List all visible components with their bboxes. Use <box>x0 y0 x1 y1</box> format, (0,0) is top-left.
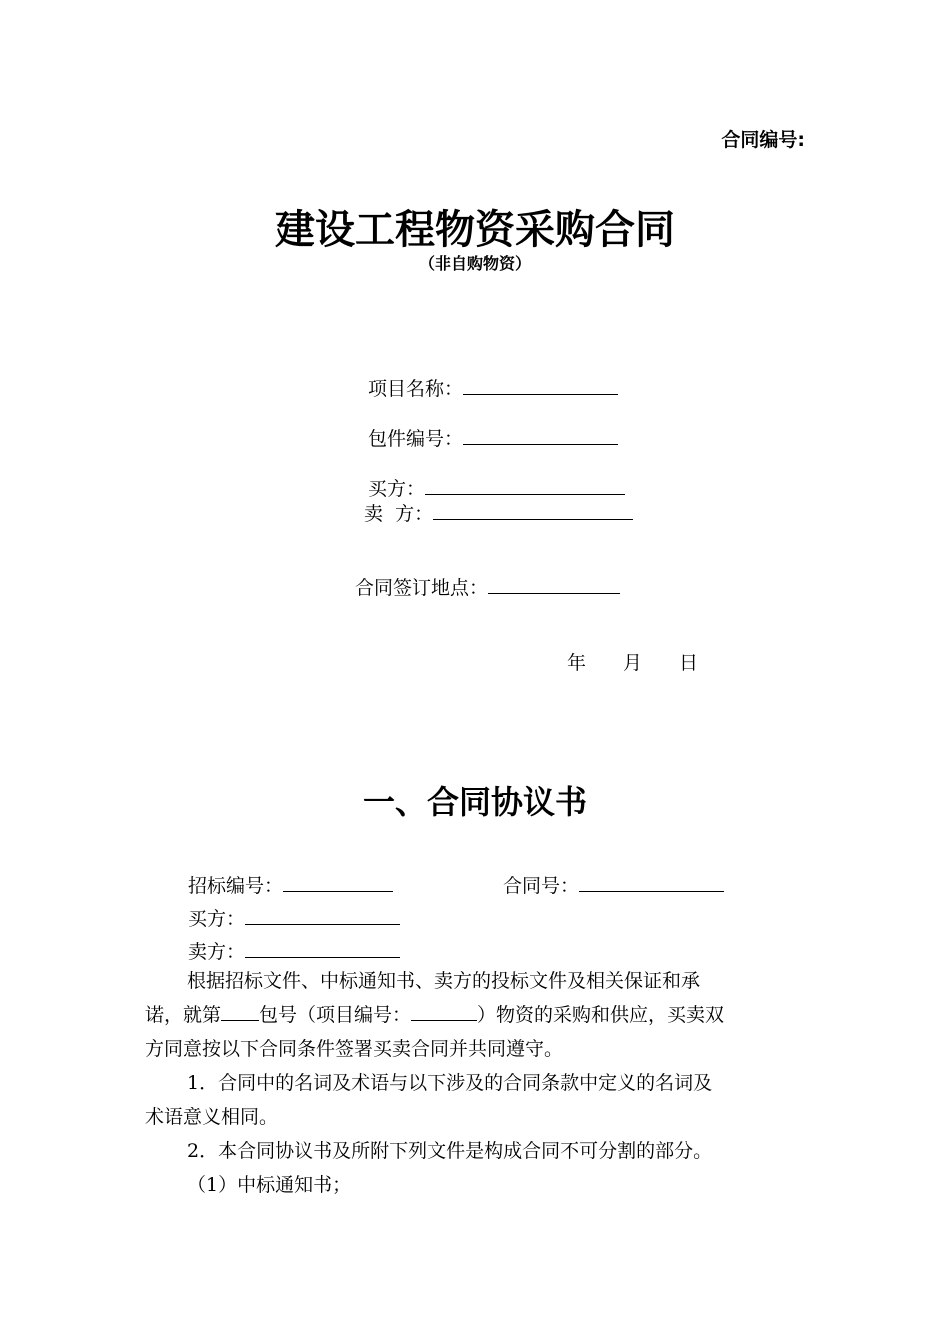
clause-2 <box>145 1134 807 1202</box>
package-number-field[interactable] <box>463 426 618 445</box>
intro-text-b: 包号（项目编号： <box>259 1004 412 1026</box>
document-title: 建设工程物资采购合同 <box>275 207 675 253</box>
agreement-contract-number-field[interactable] <box>579 873 724 892</box>
list-item-1: （1）中标通知书； <box>187 1174 352 1196</box>
cover-seller-label: 卖 方： <box>364 503 434 525</box>
tender-number-label: 招标编号： <box>188 875 284 897</box>
intro-line-2 <box>145 998 807 1032</box>
clause-1-line-1: 1．合同中的名词及术语与以下涉及的合同条款中定义的名词及 <box>187 1072 713 1094</box>
project-name-row <box>368 374 618 401</box>
intro-line-3: 方同意按以下合同条件签署买卖合同并共同遵守。 <box>145 1038 564 1060</box>
cover-seller-row <box>364 499 633 526</box>
cover-buyer-label: 买方： <box>368 478 426 500</box>
clause-1-line-2: 术语意义相同。 <box>145 1106 279 1128</box>
project-name-field[interactable] <box>463 376 618 395</box>
signing-place-row <box>355 573 620 600</box>
clause-1 <box>145 1066 807 1134</box>
intro-paragraph <box>145 964 807 1066</box>
agreement-buyer-field[interactable] <box>245 906 400 925</box>
project-name-label: 项目名称： <box>368 378 464 400</box>
package-number-blank[interactable] <box>221 1002 259 1021</box>
intro-text-c: ）物资的采购和供应，买卖双 <box>477 1004 725 1026</box>
intro-line-1: 根据招标文件、中标通知书、卖方的投标文件及相关保证和承 <box>187 970 701 992</box>
clause-2-text: 2．本合同协议书及所附下列文件是构成合同不可分割的部分。 <box>187 1140 713 1162</box>
agreement-buyer-label: 买方： <box>188 908 246 930</box>
date-day: 日 <box>679 652 699 674</box>
agreement-seller-field[interactable] <box>245 939 400 958</box>
agreement-buyer-row <box>188 904 400 931</box>
agreement-contract-number-row <box>503 871 724 898</box>
cover-buyer-field[interactable] <box>425 476 625 495</box>
project-number-blank[interactable] <box>411 1002 477 1021</box>
contract-number-label: 合同编号: <box>721 129 805 151</box>
signing-place-field[interactable] <box>488 575 620 594</box>
cover-buyer-row <box>368 474 625 501</box>
document-subtitle: （非自购物资） <box>418 254 531 273</box>
agreement-heading: 一、合同协议书 <box>362 783 587 821</box>
intro-text-a: 诺，就第 <box>145 1004 222 1026</box>
agreement-seller-label: 卖方： <box>188 941 246 963</box>
date-year: 年 <box>567 652 587 674</box>
agreement-seller-row <box>188 937 400 964</box>
agreement-contract-number-label: 合同号： <box>503 875 580 897</box>
date-month: 月 <box>623 652 643 674</box>
package-number-row <box>368 424 618 451</box>
tender-number-row <box>188 871 393 898</box>
signing-place-label: 合同签订地点： <box>355 577 489 599</box>
cover-seller-field[interactable] <box>433 501 633 520</box>
package-number-label: 包件编号： <box>368 428 464 450</box>
tender-number-field[interactable] <box>283 873 393 892</box>
